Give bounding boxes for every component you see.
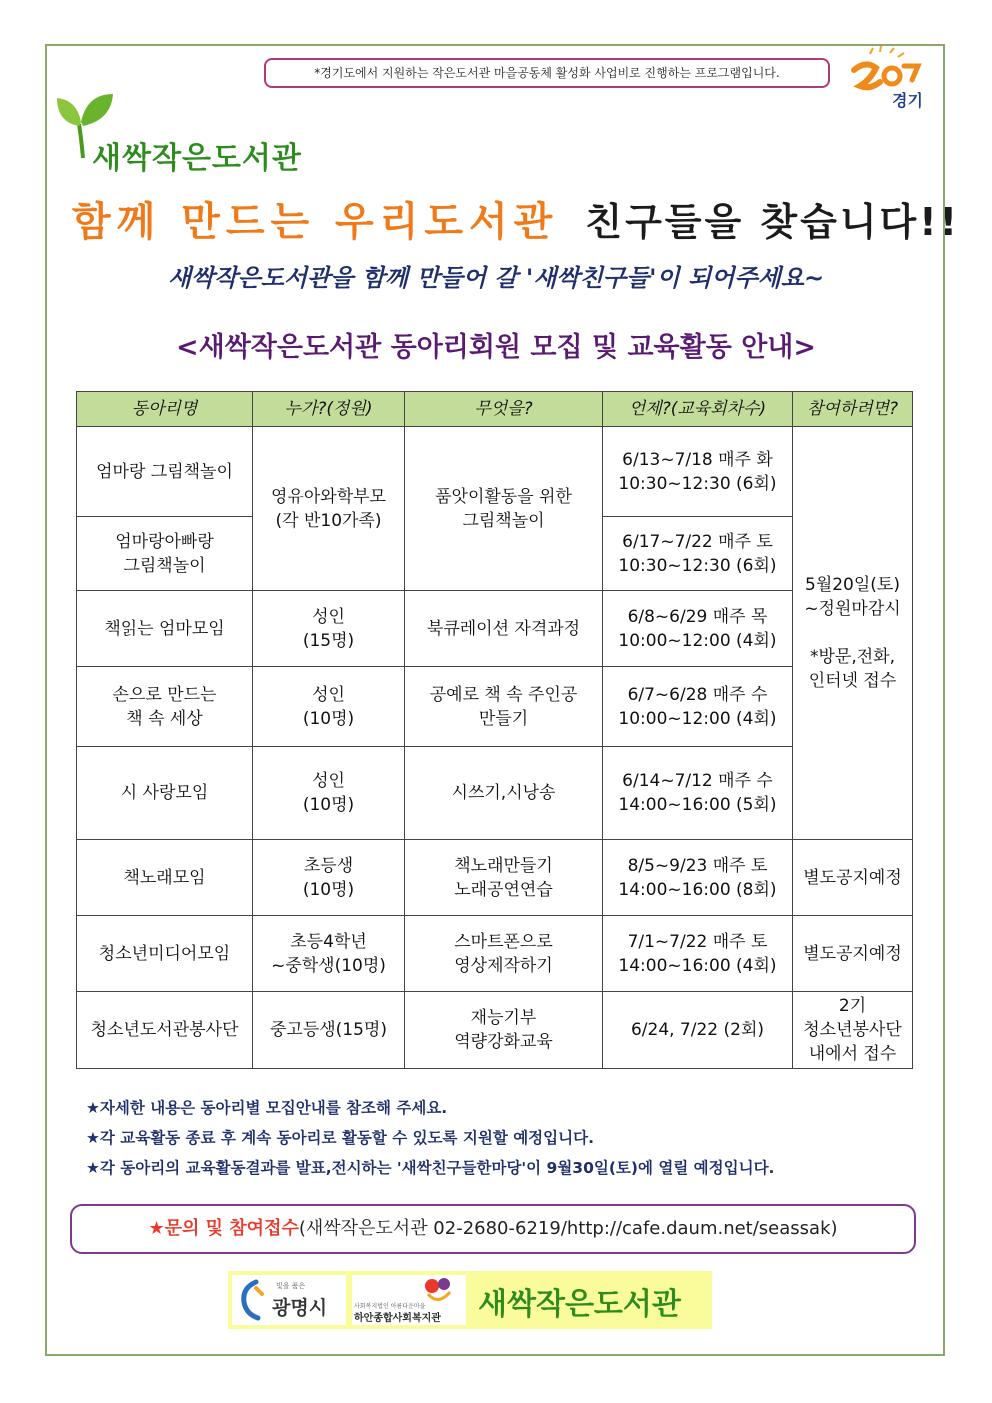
note-item: ★각 교육활동 종료 후 계속 동아리로 활동할 수 있도록 지원할 예정입니다. xyxy=(86,1129,594,1147)
cell-name: 시 사랑모임 xyxy=(77,747,253,840)
headline-orange: 함께 만드는 우리도서관 xyxy=(72,199,559,245)
note-item: ★자세한 내용은 동아리별 모집안내를 참조해 주세요. xyxy=(86,1099,448,1117)
contact-label: ★문의 및 참여접수 xyxy=(148,1218,299,1239)
cell-when: 6/14~7/12 매주 수 14:00~16:00 (5회) xyxy=(603,747,793,840)
header-when: 언제?(교육회차수) xyxy=(603,392,793,427)
table-row xyxy=(77,667,913,747)
cell-who: 중고등생(15명) xyxy=(253,992,405,1069)
gwangmyeong-emblem-icon xyxy=(236,1278,266,1322)
cell-name: 청소년도서관봉사단 xyxy=(77,992,253,1069)
table-row xyxy=(77,591,913,667)
section-title: <새싹작은도서관 동아리회원 모집 및 교육활동 안내> xyxy=(176,332,816,363)
cell-what: 재능기부 역량강화교육 xyxy=(405,992,603,1069)
cell-name: 손으로 만드는 책 속 세상 xyxy=(77,667,253,747)
cell-what: 스마트폰으로 영상제작하기 xyxy=(405,916,603,992)
cell-what: 시쓰기,시낭송 xyxy=(405,747,603,840)
headline-black: 친구들을 찾습니다!! xyxy=(585,200,960,244)
cell-name: 책읽는 엄마모임 xyxy=(77,591,253,667)
subheading: 새싹작은도서관을 함께 만들어 갈 '새싹친구들'이 되어주세요~ xyxy=(167,264,825,292)
sponsor-footer xyxy=(228,1271,712,1329)
cell-name: 책노래모임 xyxy=(77,840,253,916)
gwangmyeong-logo xyxy=(232,1275,346,1325)
cell-what: 품앗이활동을 위한 그림책놀이 xyxy=(405,427,603,591)
funding-notice: *경기도에서 지원하는 작은도서관 마을공동체 활성화 사업비로 진행하는 프로그램입니다. xyxy=(264,58,830,88)
cell-when: 6/17~7/22 매주 토 10:30~12:30 (6회) xyxy=(603,517,793,591)
cell-name: 청소년미디어모임 xyxy=(77,916,253,992)
haan-welfare-logo xyxy=(352,1275,466,1325)
contact-box xyxy=(70,1204,916,1254)
table-row xyxy=(77,427,913,517)
haan-welfare-name: 하안종합사회복지관 xyxy=(354,1313,441,1324)
cell-when: 6/24, 7/22 (2회) xyxy=(603,992,793,1069)
table-row xyxy=(77,916,913,992)
cell-name: 엄마랑 그림책놀이 xyxy=(77,427,253,517)
haan-welfare-parent: 사회복지법인 아름다운마을 xyxy=(354,1303,426,1310)
cell-who: 성인 (15명) xyxy=(253,591,405,667)
cell-join: 5월20일(토) ~정원마감시 *방문,전화, 인터넷 접수 xyxy=(793,427,913,840)
cell-name: 엄마랑아빠랑 그림책놀이 xyxy=(77,517,253,591)
cell-what: 북큐레이션 자격과정 xyxy=(405,591,603,667)
cell-what: 책노래만들기 노래공연연습 xyxy=(405,840,603,916)
gyeonggi-logo-text: 경기 xyxy=(892,91,923,110)
cell-who: 초등4학년 ~중학생(10명) xyxy=(253,916,405,992)
table-row xyxy=(77,840,913,916)
contact-detail: (새싹작은도서관 02-2680-6219/http://cafe.daum.net/seassak) xyxy=(298,1218,838,1239)
library-name: 새싹작은도서관 xyxy=(92,141,302,176)
cell-when: 6/13~7/18 매주 화 10:30~12:30 (6회) xyxy=(603,427,793,517)
cell-what: 공예로 책 속 주인공 만들기 xyxy=(405,667,603,747)
cell-when: 7/1~7/22 매주 토 14:00~16:00 (4회) xyxy=(603,916,793,992)
table-row xyxy=(77,747,913,840)
header-club-name: 동아리명 xyxy=(77,392,253,427)
cell-who: 성인 (10명) xyxy=(253,747,405,840)
cell-who: 초등생 (10명) xyxy=(253,840,405,916)
footer-library-name: 새싹작은도서관 xyxy=(478,1287,681,1322)
header-join: 참여하려면? xyxy=(793,392,913,427)
heart-people-icon xyxy=(422,1276,456,1304)
cell-join: 별도공지예정 xyxy=(793,840,913,916)
table-header-row xyxy=(77,392,913,427)
gwangmyeong-tagline: 빛을 품은 xyxy=(276,1282,306,1290)
cell-who: 영유아와학부모 (각 반10가족) xyxy=(253,427,405,591)
notes-list xyxy=(86,1093,774,1183)
cell-when: 6/8~6/29 매주 목 10:00~12:00 (4회) xyxy=(603,591,793,667)
cell-when: 6/7~6/28 매주 수 10:00~12:00 (4회) xyxy=(603,667,793,747)
header-what: 무엇을? xyxy=(405,392,603,427)
gwangmyeong-city: 광명시 xyxy=(272,1297,328,1319)
cell-join: 2기 청소년봉사단 내에서 접수 xyxy=(793,992,913,1069)
table-row xyxy=(77,992,913,1069)
header-who: 누가?(정원) xyxy=(253,392,405,427)
note-item: ★각 동아리의 교육활동결과를 발표,전시하는 '새싹친구들한마당'이 9월30일(토)에 열릴 예정입니다. xyxy=(86,1159,775,1177)
headline xyxy=(72,190,960,250)
club-schedule-table xyxy=(76,391,913,1069)
cell-join: 별도공지예정 xyxy=(793,916,913,992)
cell-who: 성인 (10명) xyxy=(253,667,405,747)
gyeonggi-logo-icon xyxy=(840,46,940,116)
cell-when: 8/5~9/23 매주 토 14:00~16:00 (8회) xyxy=(603,840,793,916)
